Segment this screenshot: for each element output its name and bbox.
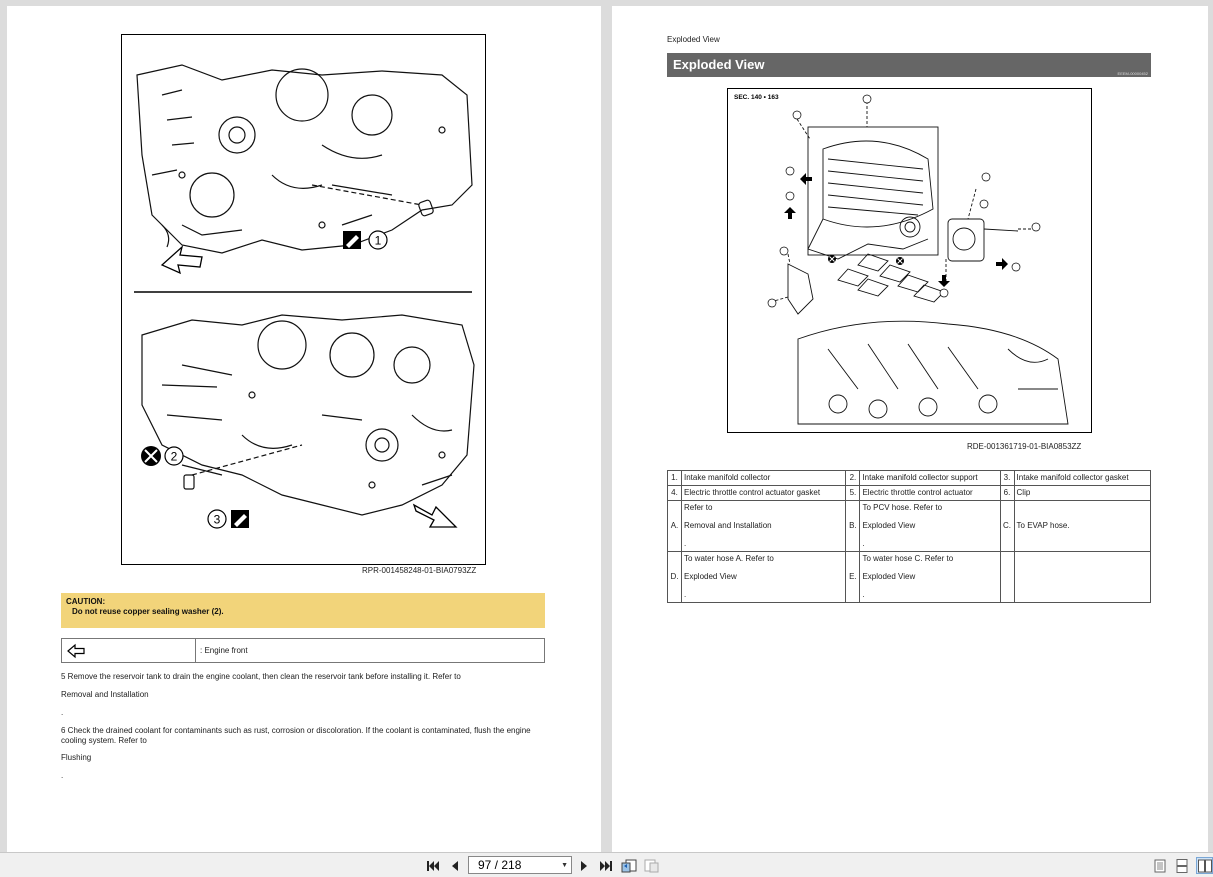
dropdown-arrow-icon: ▼ [561, 862, 568, 869]
previous-page-icon [450, 860, 460, 872]
table-cell-key: D. [668, 552, 682, 603]
next-page-button[interactable] [577, 857, 591, 874]
table-cell-key: 3. [1000, 471, 1014, 486]
step-6-text: 6 Check the drained coolant for contaminants such as rust, corrosion or discoloration. If the coolant is contaminated, flush the engine cooling system. Refer to [61, 726, 531, 745]
cell-line: . [862, 539, 865, 548]
callout-3-label: 3 [213, 512, 221, 527]
table-cell-value [1014, 552, 1150, 603]
single-page-icon [1154, 859, 1166, 873]
table-cell-value [682, 501, 846, 552]
table-row [668, 552, 1151, 603]
legend-icon-cell [62, 639, 196, 662]
table-cell-key: E. [846, 552, 860, 603]
table-cell-value: Clip [1014, 486, 1150, 501]
caution-text: Do not reuse copper sealing washer (2). [72, 607, 224, 616]
next-page-icon [579, 860, 589, 872]
table-row [668, 486, 1151, 501]
first-page-button[interactable] [425, 857, 441, 874]
cell-link[interactable]: Exploded View [862, 572, 916, 581]
cell-line: Refer to [684, 503, 713, 512]
figure-caption-left: RPR-001458248-01-BIA0793ZZ [362, 566, 477, 575]
cell-line: To water hose A. Refer to [684, 554, 774, 563]
running-header: Exploded View [667, 35, 720, 44]
arrow-left-outline-icon [66, 643, 86, 659]
engine-illustration [122, 35, 485, 564]
table-cell-key: 6. [1000, 486, 1014, 501]
last-page-button[interactable] [598, 857, 614, 874]
table-cell-value: Intake manifold collector [682, 471, 846, 486]
callout-3-badge [208, 510, 249, 528]
caution-box [61, 593, 545, 628]
cell-link[interactable]: Exploded View [684, 572, 737, 581]
cell-line: . [684, 590, 687, 599]
callout-2-label: 2 [170, 449, 178, 464]
exploded-view-figure [727, 88, 1092, 433]
legend-table [61, 638, 545, 663]
engine-front-arrow-bottom [414, 505, 456, 527]
intake-manifold-illustration [728, 89, 1091, 432]
section-title: Exploded View [673, 57, 765, 72]
section-code: EEEM-00000452 [1117, 71, 1148, 76]
cell-line: . [684, 539, 687, 548]
table-cell-key: 4. [668, 486, 682, 501]
page-number-dropdown[interactable] [468, 856, 572, 874]
pdf-page-right [612, 6, 1208, 852]
table-cell-value [1014, 501, 1150, 552]
last-page-icon [599, 860, 613, 872]
table-cell-value [860, 552, 1000, 603]
cell-line: To EVAP hose. [1016, 521, 1070, 530]
cell-link[interactable]: Removal and Installation [684, 521, 772, 530]
section-banner [667, 53, 1151, 77]
table-cell-value: Electric throttle control actuator [860, 486, 1000, 501]
step-5-link[interactable]: Removal and Installation [61, 690, 149, 699]
step-6-end: . [61, 771, 64, 780]
go-back-view-button[interactable] [621, 857, 637, 874]
page-indicator: 97 / 218 [478, 858, 522, 872]
table-cell-value: Intake manifold collector gasket [1014, 471, 1150, 486]
table-cell-key: A. [668, 501, 682, 552]
continuous-page-icon [1176, 859, 1188, 873]
step-5-text: 5 Remove the reservoir tank to drain the engine coolant, then clean the reservoir tank before installing it. Refer to [61, 672, 461, 681]
table-row [668, 471, 1151, 486]
forward-view-icon [644, 859, 660, 873]
cell-link[interactable]: Exploded View [862, 521, 916, 530]
table-cell-value: Intake manifold collector support [860, 471, 1000, 486]
engine-front-arrow-top [162, 247, 202, 273]
back-view-icon [621, 859, 637, 873]
two-page-icon [1198, 859, 1212, 873]
table-cell-key: 2. [846, 471, 860, 486]
table-cell-value [682, 552, 846, 603]
caution-title: CAUTION: [66, 597, 106, 606]
table-cell-key: C. [1000, 501, 1014, 552]
cell-line: To water hose C. Refer to [862, 554, 954, 563]
table-row [668, 501, 1151, 552]
single-page-view-button[interactable] [1153, 857, 1167, 874]
callout-1-label: 1 [374, 233, 382, 248]
table-cell-value: Electric throttle control actuator gasket [682, 486, 846, 501]
table-cell-key: 1. [668, 471, 682, 486]
step-5-end: . [61, 708, 64, 717]
table-cell-value [860, 501, 1000, 552]
sec-label: SEC. 140 • 163 [734, 94, 779, 101]
two-page-view-button[interactable] [1196, 857, 1213, 874]
engine-figure [121, 34, 486, 565]
pdf-page-left [7, 6, 601, 852]
first-page-icon [426, 860, 440, 872]
cell-line: . [862, 590, 865, 599]
viewer-toolbar [0, 852, 1213, 877]
callout-2-badge [141, 446, 183, 466]
parts-legend-table [667, 470, 1151, 603]
continuous-view-button[interactable] [1175, 857, 1189, 874]
cell-line: To PCV hose. Refer to [862, 503, 943, 512]
figure-caption-right: RDE-001361719-01-BIA0853ZZ [967, 442, 1082, 451]
legend-text: : Engine front [200, 646, 248, 655]
previous-page-button[interactable] [448, 857, 462, 874]
go-forward-view-button[interactable] [644, 857, 660, 874]
table-cell-key: 5. [846, 486, 860, 501]
table-cell-key [1000, 552, 1014, 603]
step-6-link[interactable]: Flushing [61, 753, 92, 762]
table-cell-key: B. [846, 501, 860, 552]
